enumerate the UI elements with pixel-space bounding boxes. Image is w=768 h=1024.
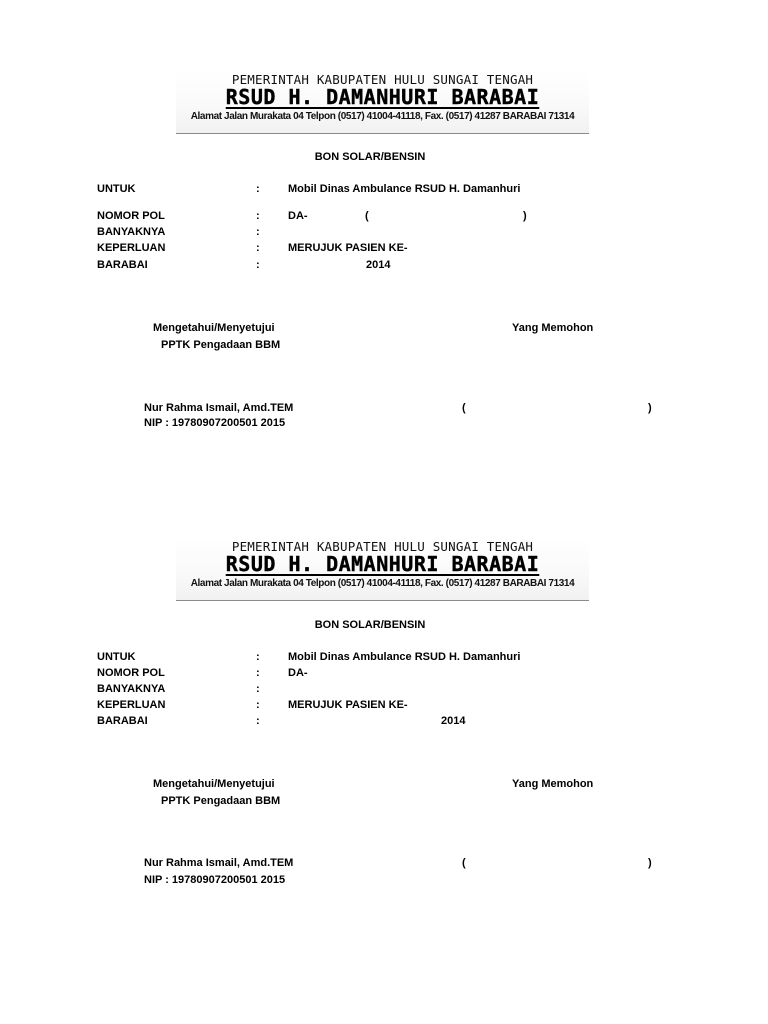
field-label-untuk: UNTUK xyxy=(97,183,136,195)
letterhead-hospital-name: RSUD H. DAMANHURI BARABAI xyxy=(225,85,540,109)
field-colon: : xyxy=(256,683,260,695)
field-label-nomor-pol: NOMOR POL xyxy=(97,210,165,222)
field-value-keperluan: MERUJUK PASIEN KE- xyxy=(288,242,408,254)
letterhead-address: Alamat Jalan Murakata 04 Telpon (0517) 41004-41118, Fax. (0517) 41287 BARABAI 71314 xyxy=(190,111,575,122)
field-value-untuk: Mobil Dinas Ambulance RSUD H. Damanhuri xyxy=(288,183,521,195)
letterhead-government: PEMERINTAH KABUPATEN HULU SUNGAI TENGAH xyxy=(231,72,534,87)
field-value-barabai-year: 2014 xyxy=(366,259,391,271)
document-title: BON SOLAR/BENSIN xyxy=(314,151,426,163)
field-value-nomor-pol: DA- xyxy=(288,210,308,222)
field-colon: : xyxy=(256,715,260,727)
field-colon: : xyxy=(256,651,260,663)
signature-left-title: Mengetahui/Menyetujui xyxy=(153,778,275,790)
field-colon: : xyxy=(256,226,260,238)
field-colon: : xyxy=(256,242,260,254)
field-value-barabai-year: 2014 xyxy=(441,715,466,727)
signature-right-title: Yang Memohon xyxy=(512,322,594,334)
signature-left-title: Mengetahui/Menyetujui xyxy=(153,322,275,334)
signature-right-title: Yang Memohon xyxy=(512,778,594,790)
signature-left-nip: NIP : 19780907200501 2015 xyxy=(144,417,286,429)
field-colon: : xyxy=(256,667,260,679)
signature-left-name: Nur Rahma Ismail, Amd.TEM xyxy=(144,857,294,869)
letterhead-hospital-name: RSUD H. DAMANHURI BARABAI xyxy=(225,552,540,576)
field-label-banyaknya: BANYAKNYA xyxy=(97,226,166,238)
signature-left-nip: NIP : 19780907200501 2015 xyxy=(144,874,286,886)
document-title: BON SOLAR/BENSIN xyxy=(314,619,426,631)
letterhead-government: PEMERINTAH KABUPATEN HULU SUNGAI TENGAH xyxy=(231,539,534,554)
field-colon: : xyxy=(256,259,260,271)
signature-left-name: Nur Rahma Ismail, Amd.TEM xyxy=(144,402,294,414)
signature-right-open-paren: ( xyxy=(462,857,466,869)
field-value-nomor-pol: DA- xyxy=(288,667,308,679)
nomor-pol-close-paren: ) xyxy=(523,210,527,222)
letterhead-address: Alamat Jalan Murakata 04 Telpon (0517) 41004-41118, Fax. (0517) 41287 BARABAI 71314 xyxy=(190,578,575,589)
field-label-banyaknya: BANYAKNYA xyxy=(97,683,166,695)
field-label-untuk: UNTUK xyxy=(97,651,136,663)
field-colon: : xyxy=(256,699,260,711)
field-label-keperluan: KEPERLUAN xyxy=(97,242,166,254)
letterhead xyxy=(176,538,589,601)
signature-right-open-paren: ( xyxy=(462,402,466,414)
signature-left-role: PPTK Pengadaan BBM xyxy=(161,795,281,807)
field-label-barabai: BARABAI xyxy=(97,259,148,271)
field-label-barabai: BARABAI xyxy=(97,715,148,727)
field-colon: : xyxy=(256,210,260,222)
signature-right-close-paren: ) xyxy=(648,402,652,414)
field-label-nomor-pol: NOMOR POL xyxy=(97,667,165,679)
field-value-keperluan: MERUJUK PASIEN KE- xyxy=(288,699,408,711)
nomor-pol-open-paren: ( xyxy=(365,210,369,222)
signature-left-role: PPTK Pengadaan BBM xyxy=(161,339,281,351)
field-value-untuk: Mobil Dinas Ambulance RSUD H. Damanhuri xyxy=(288,651,521,663)
signature-right-close-paren: ) xyxy=(648,857,652,869)
field-label-keperluan: KEPERLUAN xyxy=(97,699,166,711)
field-colon: : xyxy=(256,183,260,195)
